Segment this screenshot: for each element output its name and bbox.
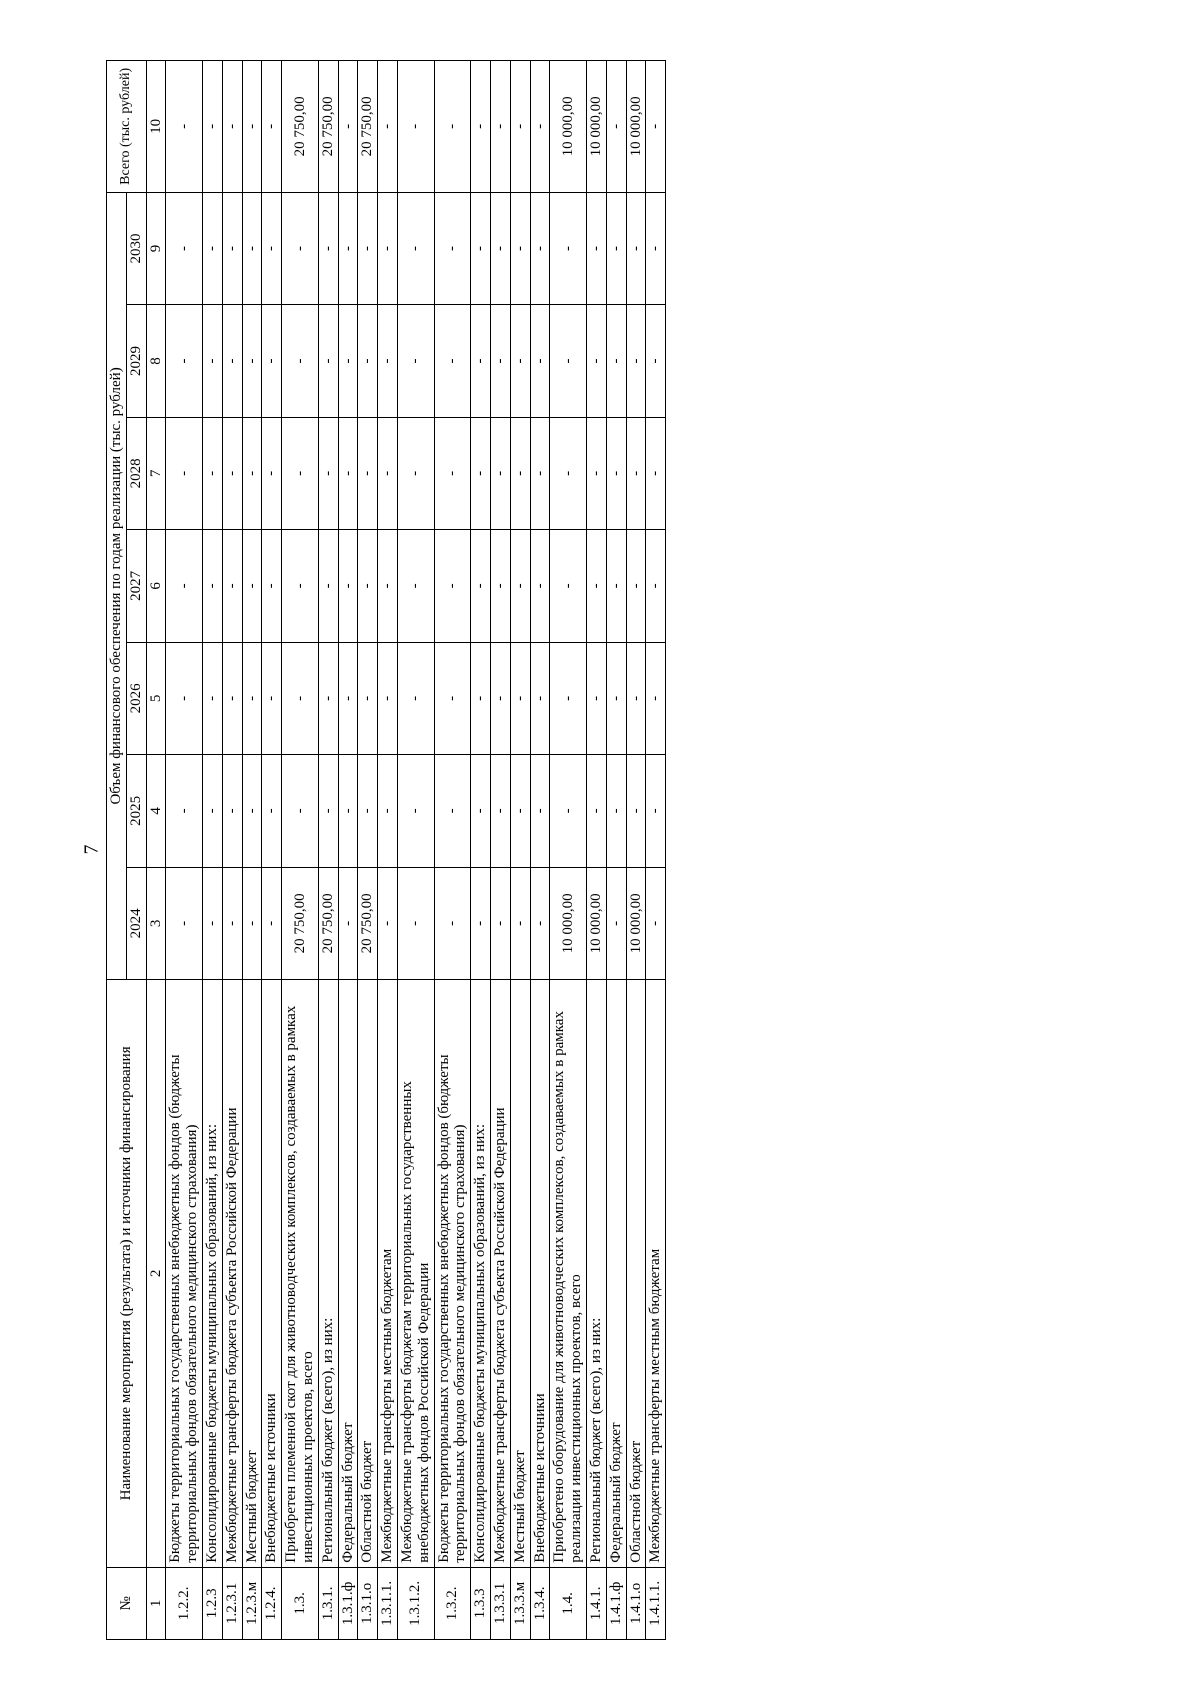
year-value: -: [646, 867, 666, 979]
page-number: 7: [80, 844, 103, 855]
year-value: -: [397, 755, 434, 867]
row-total: -: [490, 61, 510, 193]
row-total: -: [471, 61, 491, 193]
year-value: -: [510, 417, 530, 529]
year-value: -: [471, 530, 491, 642]
table-row: [318, 61, 338, 1640]
row-total: -: [222, 61, 242, 193]
year-value: -: [338, 305, 358, 417]
year-value: -: [318, 755, 338, 867]
year-value: -: [510, 530, 530, 642]
header-total: Всего (тыс. рублей): [107, 61, 147, 193]
year-value: -: [490, 642, 510, 754]
year-value: -: [338, 192, 358, 304]
year-value: -: [378, 755, 398, 867]
year-value: -: [606, 755, 626, 867]
year-value: 10 000,00: [586, 867, 606, 979]
row-name: Бюджеты территориальных государственных внебюджетных фондов (бюджеты территориальных фондов обязательного медицинского страхования): [166, 980, 203, 1568]
year-value: -: [262, 867, 282, 979]
row-total: -: [397, 61, 434, 193]
header-year: 2030: [126, 192, 146, 304]
table-row: [626, 61, 646, 1640]
row-number: 1.3.3: [471, 1567, 491, 1639]
year-value: -: [530, 867, 550, 979]
year-value: -: [378, 530, 398, 642]
year-value: -: [626, 755, 646, 867]
row-total: -: [510, 61, 530, 193]
year-value: -: [166, 192, 203, 304]
header-index-cell: 3: [146, 867, 166, 979]
row-total: -: [242, 61, 262, 193]
row-total: -: [262, 61, 282, 193]
year-value: -: [282, 417, 319, 529]
year-value: -: [202, 305, 222, 417]
year-value: -: [626, 192, 646, 304]
year-value: -: [586, 305, 606, 417]
year-value: -: [397, 192, 434, 304]
header-row-main: [107, 61, 127, 1640]
year-value: -: [242, 192, 262, 304]
row-total: -: [434, 61, 471, 193]
year-value: -: [606, 530, 626, 642]
row-number: 1.4.1.1.: [646, 1567, 666, 1639]
year-value: -: [606, 305, 626, 417]
header-year: 2029: [126, 305, 146, 417]
year-value: -: [358, 305, 378, 417]
table-row: [378, 61, 398, 1640]
year-value: -: [222, 530, 242, 642]
table-row: [530, 61, 550, 1640]
year-value: -: [358, 192, 378, 304]
row-number: 1.3.3.м: [510, 1567, 530, 1639]
year-value: -: [530, 530, 550, 642]
row-number: 1.2.3: [202, 1567, 222, 1639]
row-name: Межбюджетные трансферты бюджета субъекта Российской Федерации: [490, 980, 510, 1568]
row-total: 20 750,00: [282, 61, 319, 193]
year-value: -: [530, 755, 550, 867]
row-name: Федеральный бюджет: [606, 980, 626, 1568]
row-number: 1.3.1.1.: [378, 1567, 398, 1639]
row-number: 1.3.1.: [318, 1567, 338, 1639]
year-value: -: [646, 417, 666, 529]
year-value: -: [434, 530, 471, 642]
year-value: -: [626, 417, 646, 529]
year-value: -: [397, 417, 434, 529]
year-value: -: [586, 642, 606, 754]
row-total: 10 000,00: [586, 61, 606, 193]
row-name: Областной бюджет: [626, 980, 646, 1568]
year-value: -: [166, 417, 203, 529]
year-value: -: [378, 867, 398, 979]
row-name: Межбюджетные трансферты местным бюджетам: [378, 980, 398, 1568]
year-value: -: [242, 417, 262, 529]
row-name: Межбюджетные трансферты бюджета субъекта Российской Федерации: [222, 980, 242, 1568]
year-value: -: [282, 642, 319, 754]
year-value: -: [471, 192, 491, 304]
table-row: [606, 61, 626, 1640]
row-total: 10 000,00: [626, 61, 646, 193]
year-value: -: [586, 530, 606, 642]
row-number: 1.4.1.: [586, 1567, 606, 1639]
year-value: -: [646, 755, 666, 867]
row-number: 1.2.3.м: [242, 1567, 262, 1639]
year-value: -: [530, 305, 550, 417]
year-value: -: [378, 417, 398, 529]
row-number: 1.3.1.2.: [397, 1567, 434, 1639]
year-value: -: [510, 867, 530, 979]
row-number: 1.2.2.: [166, 1567, 203, 1639]
header-index-cell: 4: [146, 755, 166, 867]
year-value: -: [397, 867, 434, 979]
table-row: [338, 61, 358, 1640]
table-row: [222, 61, 242, 1640]
year-value: -: [358, 417, 378, 529]
year-value: -: [510, 755, 530, 867]
row-number: 1.2.4.: [262, 1567, 282, 1639]
year-value: 10 000,00: [550, 867, 587, 979]
year-value: -: [586, 417, 606, 529]
row-name: Межбюджетные трансферты бюджетам территориальных государственных внебюджетных фондов Российской Федерации: [397, 980, 434, 1568]
year-value: -: [606, 867, 626, 979]
year-value: -: [586, 192, 606, 304]
table-row: [397, 61, 434, 1640]
header-name: Наименование мероприятия (результата) и источники финансирования: [107, 980, 147, 1568]
year-value: -: [606, 417, 626, 529]
year-value: -: [471, 755, 491, 867]
year-value: -: [358, 755, 378, 867]
year-value: -: [378, 305, 398, 417]
year-value: -: [282, 755, 319, 867]
year-value: -: [434, 755, 471, 867]
year-value: -: [202, 530, 222, 642]
table-row: [434, 61, 471, 1640]
year-value: -: [202, 867, 222, 979]
year-value: -: [434, 867, 471, 979]
year-value: -: [490, 755, 510, 867]
header-index-cell: 7: [146, 417, 166, 529]
row-name: Бюджеты территориальных государственных внебюджетных фондов (бюджеты территориальных фондов обязательного медицинского страхования): [434, 980, 471, 1568]
header-index-cell: 2: [146, 980, 166, 1568]
row-number: 1.4.: [550, 1567, 587, 1639]
year-value: -: [282, 305, 319, 417]
year-value: -: [626, 530, 646, 642]
year-value: -: [262, 642, 282, 754]
row-total: -: [338, 61, 358, 193]
year-value: -: [222, 642, 242, 754]
row-total: -: [530, 61, 550, 193]
table-row: [358, 61, 378, 1640]
year-value: -: [318, 305, 338, 417]
table-row: [242, 61, 262, 1640]
year-value: -: [490, 867, 510, 979]
year-value: -: [626, 642, 646, 754]
row-name: Региональный бюджет (всего), из них:: [318, 980, 338, 1568]
year-value: -: [490, 530, 510, 642]
table-row: [550, 61, 587, 1640]
year-value: -: [202, 192, 222, 304]
year-value: -: [550, 192, 587, 304]
year-value: -: [242, 530, 262, 642]
header-index-cell: 8: [146, 305, 166, 417]
year-value: -: [434, 192, 471, 304]
year-value: -: [490, 192, 510, 304]
table-row: [262, 61, 282, 1640]
row-number: 1.3.2.: [434, 1567, 471, 1639]
row-number: 1.3.4.: [530, 1567, 550, 1639]
row-total: -: [378, 61, 398, 193]
year-value: -: [530, 417, 550, 529]
year-value: -: [242, 755, 262, 867]
table-row: [282, 61, 319, 1640]
year-value: -: [550, 305, 587, 417]
year-value: -: [262, 305, 282, 417]
year-value: -: [434, 305, 471, 417]
year-value: -: [338, 755, 358, 867]
header-volume: Объем финансового обеспечения по годам реализации (тыс. рублей): [107, 192, 127, 979]
header-index-cell: 5: [146, 642, 166, 754]
year-value: -: [338, 417, 358, 529]
row-name: Приобретен племенной скот для животноводческих комплексов, создаваемых в рамках инвестиционных проектов, всего: [282, 980, 319, 1568]
year-value: -: [490, 305, 510, 417]
header-index-cell: 6: [146, 530, 166, 642]
row-number: 1.3.3.1: [490, 1567, 510, 1639]
year-value: -: [242, 305, 262, 417]
table-row: [471, 61, 491, 1640]
row-name: Приобретено оборудование для животноводческих комплексов, создаваемых в рамках реализации инвестиционных проектов, всего: [550, 980, 587, 1568]
row-name: Региональный бюджет (всего), из них:: [586, 980, 606, 1568]
year-value: -: [222, 305, 242, 417]
year-value: -: [510, 642, 530, 754]
year-value: -: [262, 417, 282, 529]
row-total: -: [646, 61, 666, 193]
year-value: -: [338, 867, 358, 979]
year-value: -: [242, 642, 262, 754]
row-total: 10 000,00: [550, 61, 587, 193]
year-value: -: [358, 530, 378, 642]
table-row: [202, 61, 222, 1640]
year-value: -: [646, 642, 666, 754]
year-value: -: [222, 417, 242, 529]
row-number: 1.3.1.о: [358, 1567, 378, 1639]
header-no: №: [107, 1567, 147, 1639]
row-name: Федеральный бюджет: [338, 980, 358, 1568]
header-index-cell: 1: [146, 1567, 166, 1639]
row-total: 20 750,00: [358, 61, 378, 193]
year-value: -: [166, 867, 203, 979]
year-value: -: [318, 192, 338, 304]
row-number: 1.3.: [282, 1567, 319, 1639]
year-value: -: [646, 305, 666, 417]
year-value: -: [646, 530, 666, 642]
year-value: -: [202, 417, 222, 529]
row-name: Межбюджетные трансферты местным бюджетам: [646, 980, 666, 1568]
year-value: -: [318, 530, 338, 642]
year-value: -: [471, 867, 491, 979]
year-value: -: [646, 192, 666, 304]
year-value: -: [282, 530, 319, 642]
header-year: 2024: [126, 867, 146, 979]
year-value: -: [606, 192, 626, 304]
year-value: -: [550, 530, 587, 642]
row-name: Областной бюджет: [358, 980, 378, 1568]
year-value: -: [166, 755, 203, 867]
year-value: -: [262, 530, 282, 642]
year-value: -: [397, 642, 434, 754]
year-value: -: [262, 192, 282, 304]
year-value: -: [510, 192, 530, 304]
header-year: 2027: [126, 530, 146, 642]
row-name: Местный бюджет: [510, 980, 530, 1568]
table-row: [166, 61, 203, 1640]
header-year: 2026: [126, 642, 146, 754]
row-name: Консолидированные бюджеты муниципальных образований, из них:: [202, 980, 222, 1568]
year-value: -: [378, 642, 398, 754]
year-value: -: [471, 417, 491, 529]
table-body: [166, 61, 666, 1640]
year-value: -: [358, 642, 378, 754]
year-value: -: [550, 755, 587, 867]
row-name: Внебюджетные источники: [262, 980, 282, 1568]
year-value: -: [434, 642, 471, 754]
year-value: -: [202, 755, 222, 867]
row-name: Местный бюджет: [242, 980, 262, 1568]
year-value: -: [471, 642, 491, 754]
row-number: 1.3.1.ф: [338, 1567, 358, 1639]
row-number: 1.4.1.о: [626, 1567, 646, 1639]
year-value: -: [626, 305, 646, 417]
year-value: -: [222, 192, 242, 304]
year-value: -: [550, 417, 587, 529]
year-value: -: [606, 642, 626, 754]
row-name: Внебюджетные источники: [530, 980, 550, 1568]
year-value: 20 750,00: [358, 867, 378, 979]
header-year: 2028: [126, 417, 146, 529]
year-value: -: [262, 755, 282, 867]
year-value: -: [490, 417, 510, 529]
table-row: [586, 61, 606, 1640]
row-number: 1.4.1.ф: [606, 1567, 626, 1639]
row-name: Консолидированные бюджеты муниципальных образований, из них:: [471, 980, 491, 1568]
row-number: 1.2.3.1: [222, 1567, 242, 1639]
year-value: -: [471, 305, 491, 417]
year-value: -: [166, 642, 203, 754]
year-value: -: [586, 755, 606, 867]
year-value: -: [222, 867, 242, 979]
year-value: -: [222, 755, 242, 867]
table-row: [646, 61, 666, 1640]
header-index-cell: 10: [146, 61, 166, 193]
year-value: -: [242, 867, 262, 979]
year-value: 20 750,00: [318, 867, 338, 979]
year-value: -: [510, 305, 530, 417]
year-value: 10 000,00: [626, 867, 646, 979]
year-value: -: [318, 417, 338, 529]
row-total: -: [202, 61, 222, 193]
year-value: -: [378, 192, 398, 304]
rotated-table-container: [106, 60, 1066, 1640]
year-value: -: [550, 642, 587, 754]
year-value: -: [166, 530, 203, 642]
financing-table: [106, 60, 666, 1640]
header-row-index: [146, 61, 166, 1640]
year-value: -: [434, 417, 471, 529]
year-value: -: [202, 642, 222, 754]
year-value: 20 750,00: [282, 867, 319, 979]
year-value: -: [530, 192, 550, 304]
year-value: -: [530, 642, 550, 754]
table-row: [510, 61, 530, 1640]
row-total: 20 750,00: [318, 61, 338, 193]
year-value: -: [338, 642, 358, 754]
header-year: 2025: [126, 755, 146, 867]
year-value: -: [282, 192, 319, 304]
header-index-cell: 9: [146, 192, 166, 304]
year-value: -: [397, 305, 434, 417]
year-value: -: [166, 305, 203, 417]
table-row: [490, 61, 510, 1640]
row-total: -: [166, 61, 203, 193]
year-value: -: [397, 530, 434, 642]
year-value: -: [318, 642, 338, 754]
row-total: -: [606, 61, 626, 193]
year-value: -: [338, 530, 358, 642]
